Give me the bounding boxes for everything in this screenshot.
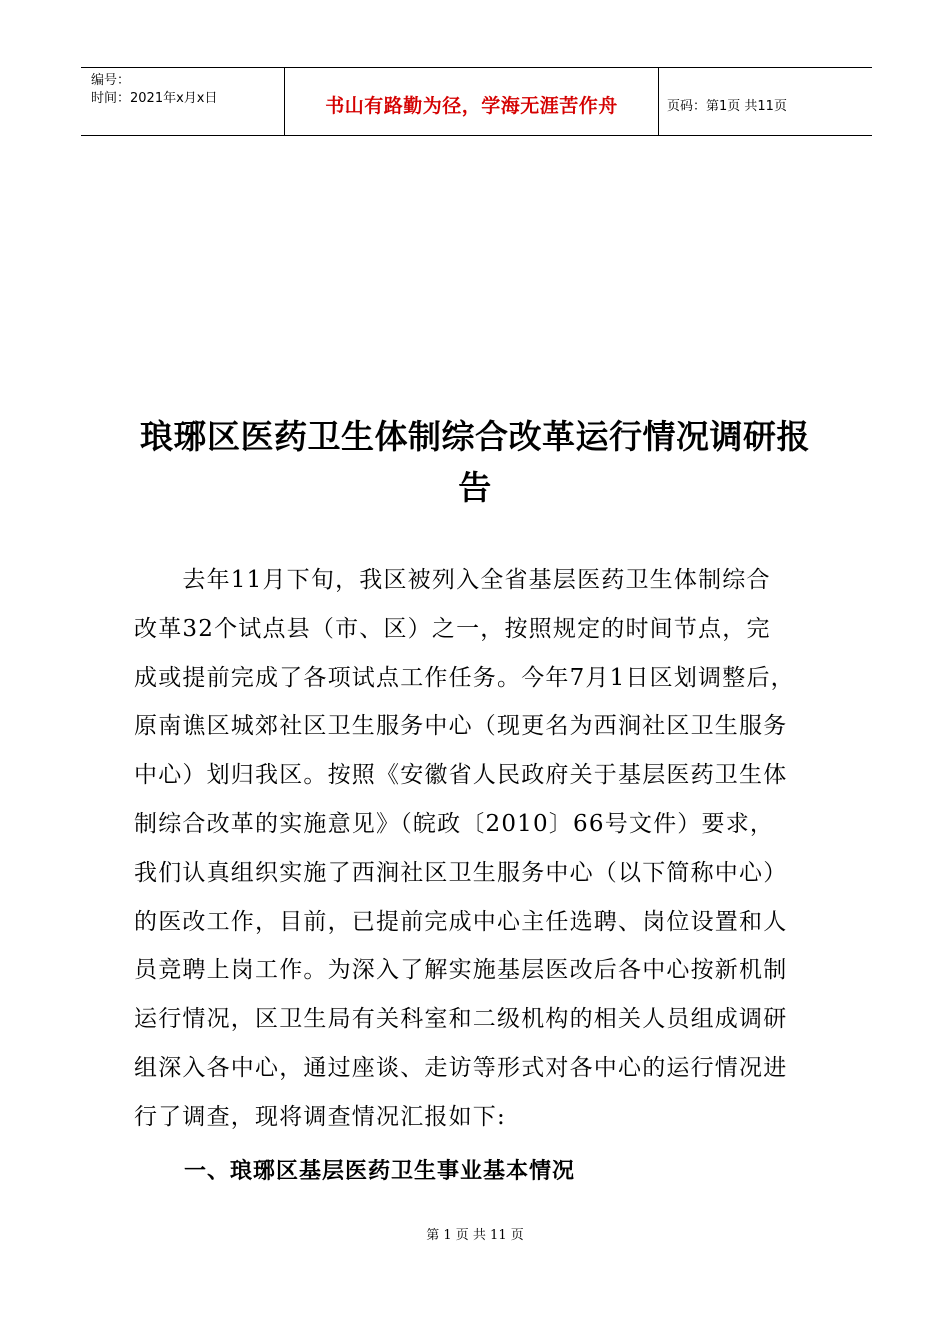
body-line: 原南谯区城郊社区卫生服务中心（现更名为西涧社区卫生服务 [134,713,788,740]
page-footer: 第 1 页 共 11 页 [426,1228,524,1243]
body-line: 运行情况，区卫生局有关科室和二级机构的相关人员组成调研 [134,1006,788,1033]
document-title-line-1: 琅琊区医药卫生体制综合改革运行情况调研报 [140,417,810,456]
body-line: 制综合改革的实施意见》（皖政〔2010〕66号文件）要求， [134,810,775,837]
number-label: 编号： [91,73,131,88]
body-line: 员竞聘上岗工作。为深入了解实施基层医改后各中心按新机制 [134,957,788,984]
header-meta [81,68,285,135]
body-line: 组深入各中心，通过座谈、走访等形式对各中心的运行情况进 [134,1054,788,1081]
body-line: 我们认真组织实施了西涧社区卫生服务中心（以下简称中心） [134,859,788,886]
document-header [81,67,872,136]
body-line: 成或提前完成了各项试点工作任务。今年7月1日区划调整后， [134,664,795,691]
body-line: 中心）划归我区。按照《安徽省人民政府关于基层医药卫生体 [134,762,788,789]
document-title-line-2: 告 [458,468,492,507]
header-motto: 书山有路勤为径，学海无涯苦作舟 [285,68,659,135]
section-heading: 一、琅琊区基层医药卫生事业基本情况 [184,1159,576,1184]
header-page-info: 页码：第1页 共11页 [667,99,787,114]
body-line: 改革32个试点县（市、区）之一，按照规定的时间节点，完 [134,615,771,642]
body-line: 去年11月下旬，我区被列入全省基层医药卫生体制综合 [134,567,771,593]
body-line: 行了调查，现将调查情况汇报如下: [134,1103,506,1130]
body-paragraph [134,556,834,1142]
time-label: 时间：2021年x月x日 [91,91,218,106]
body-line: 的医改工作，目前，已提前完成中心主任选聘、岗位设置和人 [134,908,788,935]
